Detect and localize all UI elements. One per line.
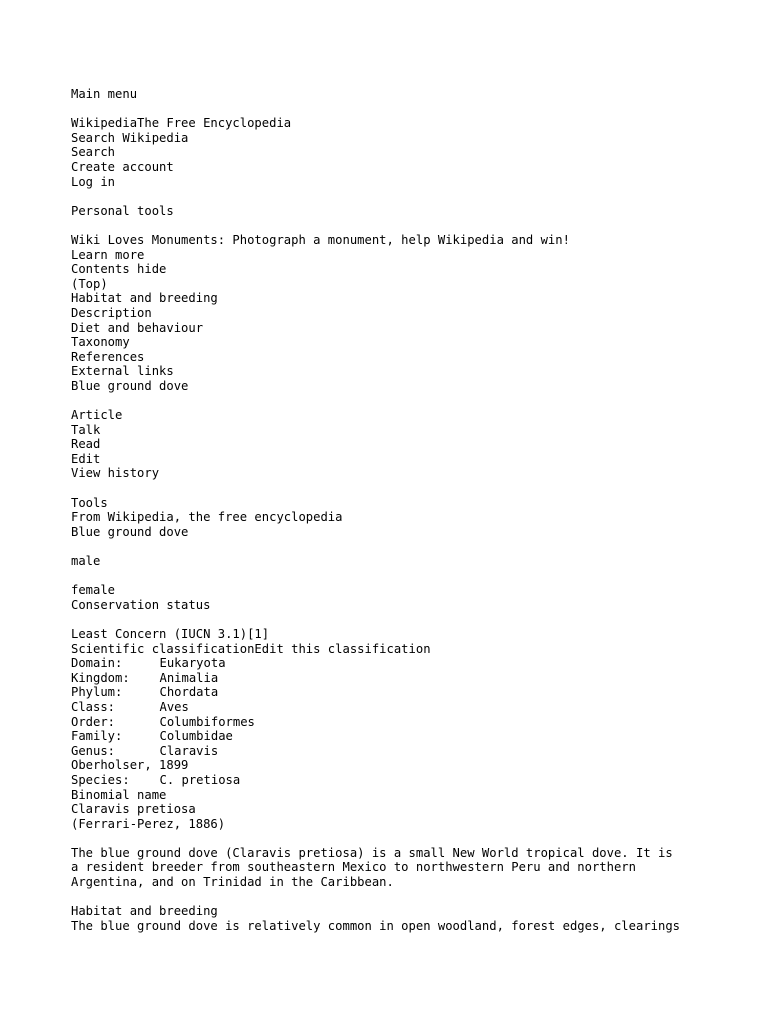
tab-article[interactable]: Article: [71, 408, 123, 423]
search-button[interactable]: Search: [71, 145, 116, 160]
taxonomy-row: [71, 715, 711, 730]
paragraph-line: a resident breeder from southeastern Mexico to northwestern Peru and northern: [71, 860, 636, 875]
paragraph-line: Argentina, and on Trinidad in the Caribbean.: [71, 875, 394, 890]
taxonomy-rank[interactable]: Family:: [71, 729, 123, 744]
classification-heading[interactable]: Scientific classificationEdit this classification: [71, 641, 431, 656]
taxonomy-row: [71, 671, 711, 686]
page-content: [71, 87, 711, 933]
spacer: [71, 481, 711, 496]
main-menu-button[interactable]: Main menu: [71, 87, 138, 101]
spacer: [71, 539, 711, 554]
page-title: Blue ground dove: [71, 378, 189, 393]
binomial-heading[interactable]: Binomial name: [71, 787, 167, 802]
taxonomy-row: [71, 700, 711, 715]
infobox-title: Blue ground dove: [71, 524, 189, 539]
genus-authority[interactable]: Oberholser, 1899: [71, 758, 189, 773]
section-heading: Habitat and breeding: [71, 904, 218, 919]
taxonomy-value[interactable]: Chordata: [159, 685, 219, 700]
binomial-name: Claravis pretiosa: [71, 802, 196, 817]
toc-toggle[interactable]: Contents hide: [71, 262, 167, 277]
toc-item-references[interactable]: References: [71, 349, 145, 364]
toc-item-habitat[interactable]: Habitat and breeding: [71, 291, 218, 306]
spacer: [71, 569, 711, 584]
taxonomy-rank[interactable]: Phylum:: [71, 685, 123, 700]
taxonomy-row: [71, 729, 711, 744]
toc-item-taxonomy[interactable]: Taxonomy: [71, 335, 130, 350]
taxonomy-rank[interactable]: Domain:: [71, 656, 123, 671]
tab-view-history[interactable]: View history: [71, 466, 160, 481]
toc-item-diet[interactable]: Diet and behaviour: [71, 320, 204, 335]
taxonomy-rank[interactable]: Genus:: [71, 743, 116, 758]
taxonomy-value[interactable]: Animalia: [159, 670, 219, 685]
taxonomy-value[interactable]: Columbiformes: [159, 714, 255, 729]
taxonomy-value[interactable]: Columbidae: [159, 729, 233, 744]
taxonomy-rank[interactable]: Kingdom:: [71, 670, 130, 685]
paragraph-line: The blue ground dove is relatively common in open woodland, forest edges, clearings: [71, 918, 681, 933]
conservation-status-value[interactable]: Least Concern (IUCN 3.1)[1]: [71, 626, 270, 641]
log-in-link[interactable]: Log in: [71, 174, 116, 189]
tagline: From Wikipedia, the free encyclopedia: [71, 510, 343, 525]
taxonomy-row: [71, 685, 711, 700]
taxonomy-row: [71, 744, 711, 759]
spacer: [71, 218, 711, 233]
spacer: [71, 189, 711, 204]
wikipedia-logo[interactable]: WikipediaThe Free Encyclopedia: [71, 116, 292, 131]
spacer: [71, 612, 711, 627]
toc-item-description[interactable]: Description: [71, 305, 152, 320]
binomial-authority[interactable]: (Ferrari-Perez, 1886): [71, 816, 226, 831]
personal-tools-button[interactable]: Personal tools: [71, 203, 174, 218]
spacer: [71, 102, 711, 117]
conservation-status-heading[interactable]: Conservation status: [71, 597, 211, 612]
taxonomy-rank[interactable]: Species:: [71, 772, 130, 787]
taxonomy-value[interactable]: Eukaryota: [159, 656, 226, 671]
taxonomy-value[interactable]: Aves: [159, 699, 189, 714]
banner-text: Wiki Loves Monuments: Photograph a monument, help Wikipedia and win!: [71, 232, 570, 247]
taxonomy-rank[interactable]: Order:: [71, 714, 116, 729]
spacer: [71, 890, 711, 905]
tools-button[interactable]: Tools: [71, 495, 108, 510]
learn-more-link[interactable]: Learn more: [71, 247, 145, 262]
taxonomy-rank[interactable]: Class:: [71, 699, 116, 714]
taxonomy-value[interactable]: Claravis: [159, 743, 219, 758]
toc-item-top[interactable]: (Top): [71, 276, 108, 291]
toc-item-external-links[interactable]: External links: [71, 364, 174, 379]
tab-read[interactable]: Read: [71, 437, 101, 452]
spacer: [71, 393, 711, 408]
taxonomy-row: [71, 773, 711, 788]
search-input[interactable]: Search Wikipedia: [71, 130, 189, 145]
create-account-link[interactable]: Create account: [71, 159, 174, 174]
taxonomy-row: [71, 656, 711, 671]
taxonomy-value: C. pretiosa: [159, 772, 241, 787]
tab-talk[interactable]: Talk: [71, 422, 101, 437]
tab-edit[interactable]: Edit: [71, 451, 101, 466]
image-caption-female: female: [71, 583, 116, 598]
spacer: [71, 831, 711, 846]
paragraph-line: The blue ground dove (Claravis pretiosa) is a small New World tropical dove. It is: [71, 845, 673, 860]
image-caption-male: male: [71, 554, 101, 568]
